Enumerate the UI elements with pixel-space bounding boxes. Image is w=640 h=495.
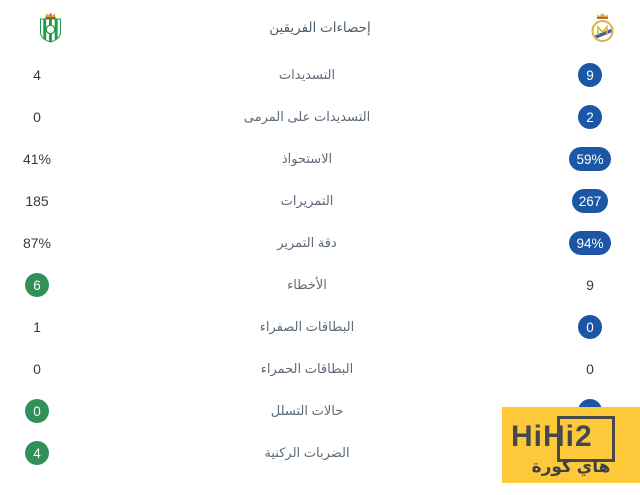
betis-value-cell (0, 319, 74, 335)
stat-label: البطاقات الصفراء (259, 319, 355, 334)
stat-label: التسديدات (278, 67, 336, 82)
stat-row-red-cards (0, 348, 640, 390)
stat-row-fouls (0, 264, 640, 306)
betis-value: 4 (33, 67, 41, 83)
betis-value-cell (0, 109, 74, 125)
betis-value: 0 (33, 361, 41, 377)
stat-label: البطاقات الحمراء (260, 361, 354, 376)
madrid-value: 0 (586, 361, 594, 377)
madrid-value-cell (540, 189, 640, 213)
hihi2-watermark (502, 407, 640, 483)
betis-value: 1 (33, 319, 41, 335)
madrid-value-cell (540, 105, 640, 129)
madrid-value: 94% (569, 231, 610, 255)
madrid-value-cell (540, 315, 640, 339)
betis-value: 0 (33, 109, 41, 125)
madrid-value: 59% (569, 147, 610, 171)
betis-value: 0 (25, 399, 49, 423)
madrid-value-cell (540, 63, 640, 87)
betis-value: 6 (25, 273, 49, 297)
betis-value-cell (0, 441, 74, 465)
panel-title: إحصاءات الفريقين (269, 20, 371, 35)
stat-label: الاستحواذ (281, 151, 333, 166)
stat-label: حالات التسلل (270, 403, 344, 418)
stat-label: التسديدات على المرمى (243, 109, 371, 124)
madrid-value-cell (540, 231, 640, 255)
stat-row-yellow-cards (0, 306, 640, 348)
madrid-value: 0 (578, 315, 602, 339)
madrid-value: 9 (578, 63, 602, 87)
stat-label: التمريرات (280, 193, 334, 208)
betis-value: 4 (25, 441, 49, 465)
madrid-value-cell (540, 147, 640, 171)
madrid-value-cell (540, 277, 640, 293)
stat-label: الضربات الركنية (264, 445, 350, 460)
betis-value-cell (0, 67, 74, 83)
madrid-value: 2 (578, 105, 602, 129)
betis-value: 87% (22, 235, 52, 251)
madrid-value: 267 (572, 189, 609, 213)
stat-row-shots (0, 54, 640, 96)
stat-label: الأخطاء (287, 277, 327, 292)
hihi2-brand: HiHi2 (511, 420, 593, 453)
betis-value: 41% (22, 151, 52, 167)
stat-label: دقة التمرير (277, 235, 337, 250)
hihi2-brand-arabic: هاي كورة (531, 457, 611, 476)
betis-value-cell (0, 399, 74, 423)
madrid-value: 9 (586, 277, 594, 293)
betis-value-cell (0, 193, 74, 209)
real-madrid-logo (590, 12, 615, 43)
betis-value-cell (0, 273, 74, 297)
stat-row-possession (0, 138, 640, 180)
stat-row-passes (0, 180, 640, 222)
stat-row-shots-on-target (0, 96, 640, 138)
stat-row-pass-accuracy (0, 222, 640, 264)
betis-value-cell (0, 235, 74, 251)
betis-value-cell (0, 151, 74, 167)
madrid-value-cell (540, 361, 640, 377)
betis-value-cell (0, 361, 74, 377)
betis-value: 185 (25, 193, 49, 209)
